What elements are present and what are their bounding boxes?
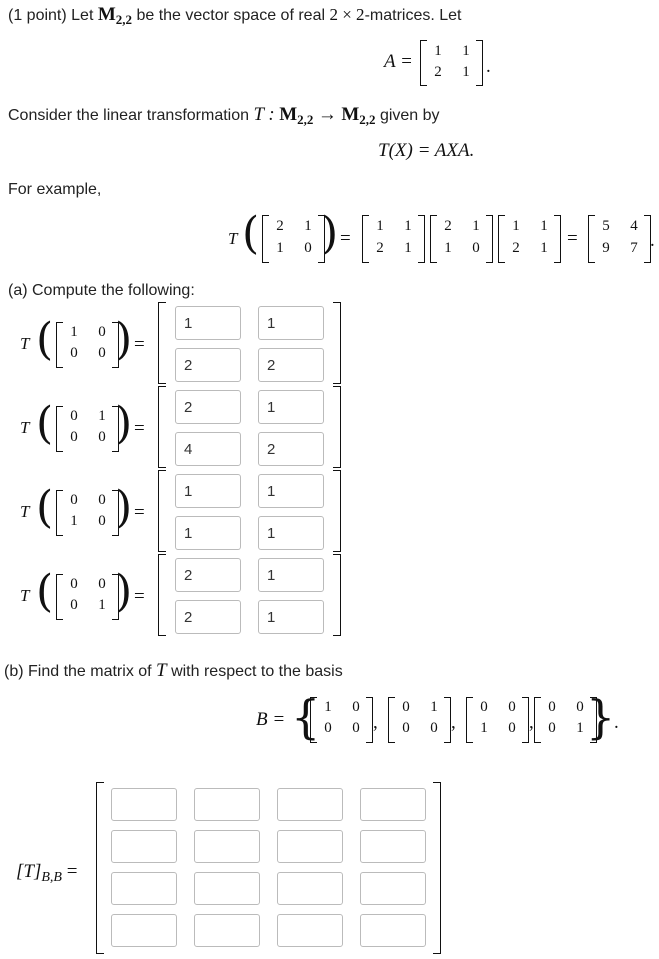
result-matrix-input[interactable] — [277, 914, 343, 947]
example-label: For example, — [8, 181, 102, 198]
part-a-t-symbol: T — [20, 334, 30, 353]
result-matrix-input[interactable] — [194, 830, 260, 863]
part-a-label: (a) Compute the following: — [8, 282, 195, 299]
result-right-bracket — [433, 782, 441, 954]
part-a-answer-input[interactable] — [258, 600, 324, 634]
part-a-answer-input[interactable] — [175, 516, 241, 550]
example-a-matrix: 1 1 2 1 — [362, 215, 426, 265]
example-input-matrix: 2 1 1 0 — [262, 215, 326, 265]
result-matrix-input[interactable] — [360, 914, 426, 947]
part-a-right-bracket — [333, 386, 341, 468]
part-a-answer-input[interactable] — [258, 474, 324, 508]
example-a-matrix-2: 1 1 2 1 — [498, 215, 562, 265]
part-a-answer-input[interactable] — [258, 306, 324, 340]
basis-matrix: 0 0 1 0 — [466, 697, 530, 745]
part-a-input-matrix: 0 1 0 0 — [56, 406, 120, 454]
example-result-matrix: 5 4 9 7 — [588, 215, 652, 265]
part-a-t-symbol: T — [20, 502, 30, 521]
basis-label: B = — [256, 709, 286, 730]
part-a-answer-input[interactable] — [258, 390, 324, 424]
part-a-answer-input[interactable] — [175, 432, 241, 466]
part-a-right-bracket — [333, 302, 341, 384]
part-b-label: (b) Find the matrix of T with respect to the basis — [4, 660, 343, 681]
result-matrix-input[interactable] — [111, 788, 177, 821]
part-a-input-matrix: 1 0 0 0 — [56, 322, 120, 370]
part-a-answer-input[interactable] — [175, 600, 241, 634]
space-symbol: M — [97, 4, 116, 25]
a-label: A = — [384, 51, 413, 72]
result-matrix-input[interactable] — [194, 872, 260, 905]
result-matrix-input[interactable] — [111, 830, 177, 863]
result-matrix-input[interactable] — [360, 830, 426, 863]
part-a-t-symbol: T — [20, 418, 30, 437]
part-a-right-bracket — [333, 470, 341, 552]
part-a-left-bracket — [158, 554, 166, 636]
basis-matrix: 1 0 0 0 — [310, 697, 374, 745]
part-a-input-matrix: 0 0 1 0 — [56, 490, 120, 538]
result-matrix-input[interactable] — [360, 872, 426, 905]
matrix-a: 1 1 2 1 — [420, 40, 484, 86]
part-a-answer-input[interactable] — [175, 348, 241, 382]
result-matrix-input[interactable] — [277, 872, 343, 905]
part-a-t-symbol: T — [20, 586, 30, 605]
example-x-matrix: 2 1 1 0 — [430, 215, 494, 265]
result-matrix-input[interactable] — [277, 788, 343, 821]
part-a-answer-input[interactable] — [175, 390, 241, 424]
result-matrix-input[interactable] — [111, 872, 177, 905]
intro-line: (1 point) Let $M_{2,2}$ be the vector space of real 2 × 2-matrices. Let — [8, 4, 462, 27]
part-a-answer-input[interactable] — [258, 558, 324, 592]
transform-line: Consider the linear transformation T : $M_{2,2} \to M_{2,2}$ given by — [8, 104, 440, 127]
result-matrix-input[interactable] — [277, 830, 343, 863]
basis-matrix: 0 1 0 0 — [388, 697, 452, 745]
basis-matrix: 0 0 0 1 — [534, 697, 598, 745]
result-matrix-input[interactable] — [194, 914, 260, 947]
result-matrix-input[interactable] — [111, 914, 177, 947]
part-a-answer-input[interactable] — [175, 558, 241, 592]
part-a-answer-input[interactable] — [175, 474, 241, 508]
result-matrix-input[interactable] — [360, 788, 426, 821]
arrow-icon: → — [317, 104, 337, 125]
result-matrix-input[interactable] — [194, 788, 260, 821]
part-a-input-matrix: 0 0 0 1 — [56, 574, 120, 622]
part-a-answer-input[interactable] — [258, 432, 324, 466]
part-a-left-bracket — [158, 470, 166, 552]
result-left-bracket — [96, 782, 104, 954]
part-a-answer-input[interactable] — [258, 516, 324, 550]
part-a-answer-input[interactable] — [175, 306, 241, 340]
transform-formula: T(X) = AXA. — [378, 140, 475, 161]
part-a-left-bracket — [158, 302, 166, 384]
part-a-left-bracket — [158, 386, 166, 468]
result-matrix-label: $[T]_{B,B}$ = — [16, 861, 78, 885]
part-a-answer-input[interactable] — [258, 348, 324, 382]
part-a-right-bracket — [333, 554, 341, 636]
